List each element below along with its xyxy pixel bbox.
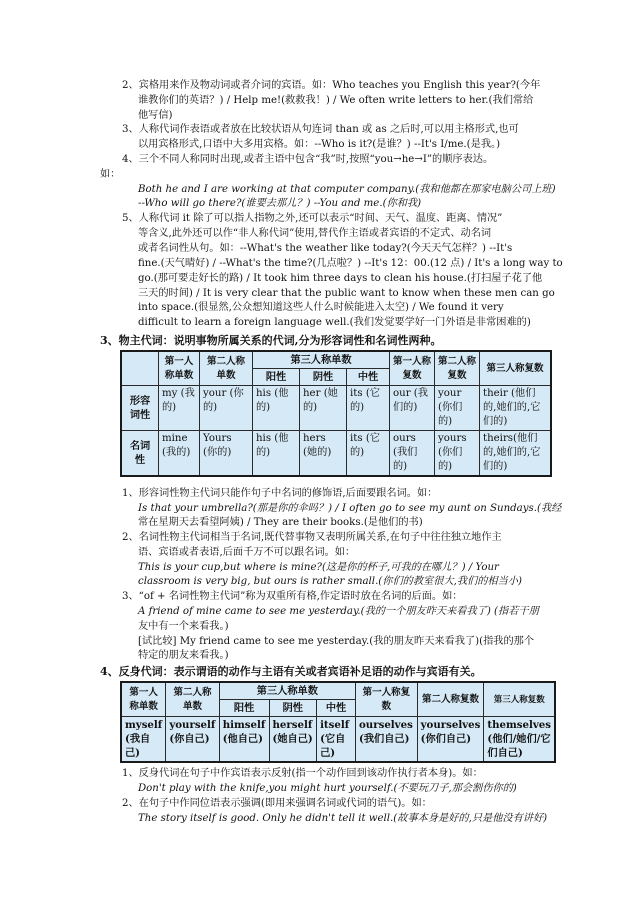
rule-5-line7: into space.(很显然,公众想知道这些人什么时候能进入太空) / We found it very: [138, 302, 504, 313]
cell-your: your (你的): [200, 386, 253, 431]
row-label-adjectival: 形容词性: [121, 386, 159, 431]
cell-its-nominal: its (它的): [347, 431, 390, 477]
section-3-heading: 3、物主代词：说明事物所属关系的代词,分为形容词性和名词性两种。: [100, 334, 442, 347]
possessive-rule-2b: 语、宾语或者表语,后面千万不可以跟名词。如：: [138, 547, 356, 558]
rule-2-line1: 2、宾格用来作及物动词或者介词的宾语。如：Who teaches you English this year?(今年: [122, 80, 541, 91]
possessive-rule-3: 3、“of + 名词性物主代词”称为双重所有格,作定语时放在名词的后面。如：: [122, 591, 463, 602]
reflexive-pronoun-table: [120, 681, 556, 763]
possessive-rule-2a: 2、名词性物主代词相当于名词,既代替事物又表明所属关系,在句子中往往独立地作主: [122, 532, 502, 543]
header-feminine: 阴性: [300, 369, 347, 386]
rule-5-line3: 或者名词性从句。如：--What's the weather like today?(今天天气怎样？) --It's: [138, 243, 513, 254]
cell-yourself: yourself (你自己): [166, 717, 219, 763]
cell-themselves: themselves (他们/她们/它们自己): [484, 717, 555, 763]
header-neuter: 中性: [347, 369, 390, 386]
cell-its: its (它的): [347, 386, 390, 431]
rule-2-line3: 他写信): [138, 110, 173, 121]
table-corner: [121, 351, 159, 386]
rule-4-label: 如：: [100, 169, 121, 180]
cell-her: her (她的): [300, 386, 347, 431]
cell-his-nominal: his (他的): [253, 431, 300, 477]
rule-4-example1: Both he and I are working at that computer company.(我和他都在那家电脑公司上班): [138, 184, 556, 195]
refl-header-feminine: 阴性: [269, 700, 317, 717]
cell-your-plural: your (你们的): [435, 386, 480, 431]
possessive-example-1b: 常在星期天去看望阿姨) / They are their books.(是他们的书): [138, 517, 423, 528]
cell-my: my (我的): [159, 386, 200, 431]
rule-4-line1: 4、三个不同人称同时出现,或者主语中包含“我”时,按照“you→he→I”的顺序表达。: [122, 154, 494, 165]
refl-header-masculine: 阳性: [219, 700, 269, 717]
refl-header-first-plural: 第一人称复数: [356, 682, 418, 717]
rule-5-line4: fine.(天气晴好) / --What's the time?(几点啦？) --It's 12：00.(12 点) / It's a long way to: [138, 258, 563, 269]
header-first-plural: 第一人称复数: [390, 351, 435, 386]
header-third-singular: 第三人称单数: [253, 351, 390, 369]
compare-line-1: [试比较] My friend came to see me yesterday.(我的朋友昨天来看我了)(指我的那个: [138, 636, 535, 647]
cell-yours-plural: yours (你们的): [435, 431, 480, 477]
possessive-example-3b: 友中有一个来看我。): [138, 621, 229, 632]
header-third-plural: 第三人称复数: [480, 351, 552, 386]
reflexive-rule-1: 1、反身代词在句子中作宾语表示反射(指一个动作回到该动作执行者本身)。如：: [122, 768, 483, 779]
refl-header-third-singular: 第三人称单数: [219, 682, 355, 700]
compare-line-2: 特定的朋友来看我。): [138, 650, 229, 661]
rule-3-line1: 3、人称代词作表语或者放在比较状语从句连词 than 或 as 之后时,可以用主格形式,也可: [122, 124, 519, 135]
possessive-pronoun-table: [120, 350, 552, 477]
cell-hers: hers (她的): [300, 431, 347, 477]
rule-2-line2: 谁教你们的英语？) / Help me!(救救我！) / We often write letters to her.(我们常给: [138, 95, 534, 106]
possessive-example-2a: This is your cup,but where is mine?(这是你的杯子,可我的在哪儿？) / Your: [138, 562, 499, 573]
refl-header-first-singular: 第一人称单数: [121, 682, 166, 717]
cell-yourselves: yourselves (你们自己): [417, 717, 484, 763]
cell-theirs: theirs(他们的,她们的,它们的): [480, 431, 552, 477]
possessive-rule-1: 1、形容词性物主代词只能作句子中名词的修饰语,后面要跟名词。如：: [122, 488, 438, 499]
rule-3-line2: 以用宾格形式,口语中大多用宾格。如：--Who is it?(是谁？) --It's I/me.(是我。): [138, 139, 501, 150]
rule-5-line1: 5、人称代词 it 除了可以指人指物之外,还可以表示“时间、天气、温度、距离、情况”: [122, 213, 503, 224]
header-first-singular: 第一人称单数: [159, 351, 200, 386]
rule-5-line8: difficult to learn a foreign language well.(我们发觉要学好一门外语是非常困难的): [138, 317, 531, 328]
possessive-example-1a: Is that your umbrella?(那是你的伞吗？) / I often go to see my aunt on Sundays.(我经: [138, 503, 562, 514]
row-label-nominal: 名词性: [121, 431, 159, 477]
cell-ourselves: ourselves (我们自己): [356, 717, 418, 763]
refl-header-third-plural: 第三人称复数: [484, 682, 555, 717]
header-second-singular: 第二人称单数: [200, 351, 253, 386]
rule-4-example2: --Who will go there?(谁要去那儿？) --You and me.(你和我): [138, 198, 422, 209]
cell-mine: mine (我的): [159, 431, 200, 477]
rule-5-line5: go.(那可要走好长的路) / It took him three days to clean his house.(打扫屋子花了他: [138, 273, 543, 284]
cell-myself: myself (我自己): [121, 717, 166, 763]
refl-header-neuter: 中性: [317, 700, 356, 717]
section-4-heading: 4、反身代词：表示谓语的动作与主语有关或者宾语补足语的动作与宾语有关。: [100, 665, 482, 678]
refl-header-second-singular: 第二人称单数: [166, 682, 219, 717]
rule-5-line6: 三天的时间) / It is very clear that the public want to know when these men can go: [138, 288, 555, 299]
cell-his: his (他的): [253, 386, 300, 431]
reflexive-example-1: Don't play with the knife,you might hurt yourself.(不要玩刀子,那会割伤你的): [138, 783, 517, 794]
refl-header-second-plural: 第二人称复数: [417, 682, 484, 717]
header-masculine: 阳性: [253, 369, 300, 386]
cell-himself: himself (他自己): [219, 717, 269, 763]
possessive-example-2b: classroom is very big, but ours is rather small.(你们的教室很大,我们的相当小): [138, 576, 522, 587]
reflexive-example-2: The story itself is good. Only he didn't tell it well.(故事本身是好的,只是他没有讲好): [138, 813, 548, 824]
rule-5-line2: 等含义,此外还可以作“非人称代词”使用,替代作主语或者宾语的不定式、动名词: [138, 228, 492, 239]
cell-herself: herself (她自己): [269, 717, 317, 763]
header-second-plural: 第二人称复数: [435, 351, 480, 386]
cell-ours: ours (我们的): [390, 431, 435, 477]
reflexive-rule-2: 2、在句子中作同位语表示强调(即用来强调名词或代词的语气)。如：: [122, 798, 432, 809]
cell-yours: Yours (你的): [200, 431, 253, 477]
possessive-example-3a: A friend of mine came to see me yesterday.(我的一个朋友昨天来看我了) (指若干朋: [138, 606, 539, 617]
cell-their: their (他们的,她们的,它们的): [480, 386, 552, 431]
cell-our: our (我们的): [390, 386, 435, 431]
cell-itself: itself (它自己): [317, 717, 356, 763]
